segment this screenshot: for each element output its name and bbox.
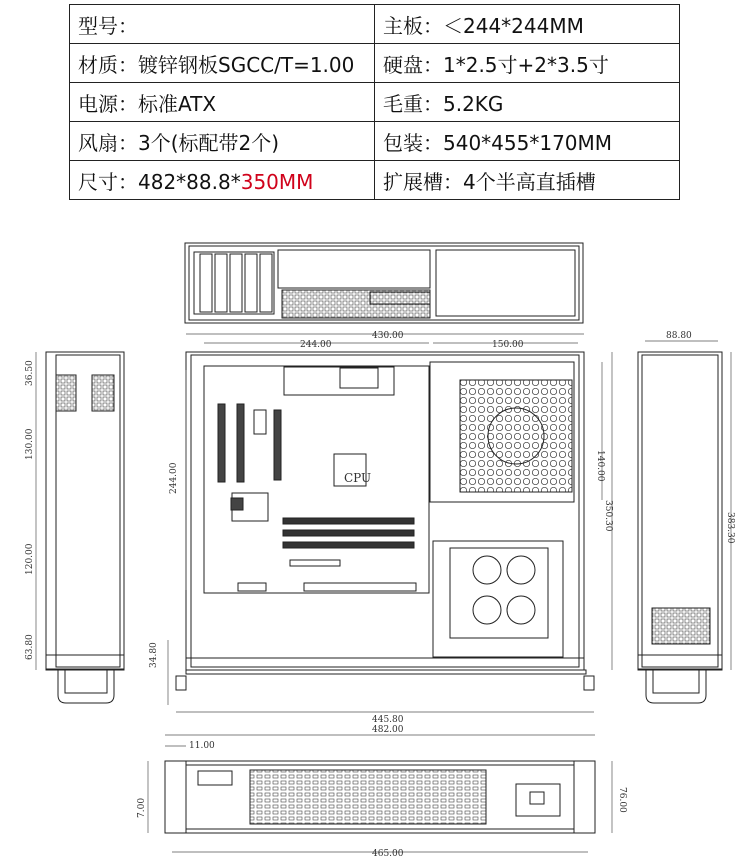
- dim-left-4: 63.80: [25, 634, 35, 660]
- dim-front-ear: 11.00: [189, 741, 215, 751]
- dim-front-bottom: 465.00: [372, 849, 404, 858]
- dim-left-3: 120.00: [25, 543, 35, 575]
- dim-front-height: 76.00: [617, 787, 627, 813]
- top-view: [176, 352, 594, 690]
- spec-package: 包装：540*455*170MM: [375, 122, 680, 161]
- front-vents: [250, 770, 486, 824]
- front-view: [165, 761, 595, 833]
- spec-size-highlight: 350MM: [240, 169, 314, 194]
- spec-material: 材质：镀锌钢板SGCC/T=1.00: [70, 44, 375, 83]
- spec-model: 型号：: [70, 5, 375, 44]
- rear-view: [185, 243, 583, 323]
- dim-mb-depth: 244.00: [169, 462, 179, 494]
- fan-grille: [460, 380, 572, 492]
- dim-left-2: 130.00: [25, 428, 35, 460]
- dim-front-small: 7.00: [137, 797, 147, 818]
- cpu-label: CPU: [344, 471, 372, 485]
- dim-front-total: 482.00: [372, 725, 404, 735]
- right-side-view: [638, 352, 722, 703]
- dim-right-depth: 383.30: [725, 512, 735, 544]
- spec-size-prefix: 尺寸：482*88.8*: [78, 169, 241, 194]
- dim-psu-width: 150.00: [492, 340, 524, 350]
- dim-top-width: 430.00: [372, 331, 404, 341]
- spec-fan: 风扇：3个(标配带2个): [70, 122, 375, 161]
- dim-handle: 34.80: [149, 642, 159, 668]
- spec-slots: 扩展槽：4个半高直插槽: [375, 161, 680, 200]
- spec-hdd: 硬盘：1*2.5寸+2*3.5寸: [375, 44, 680, 83]
- spec-power: 电源：标准ATX: [70, 83, 375, 122]
- dim-left-1: 36.50: [25, 360, 35, 386]
- spec-weight: 毛重：5.2KG: [375, 83, 680, 122]
- dim-body-width: 445.80: [372, 715, 404, 725]
- dim-right-width: 88.80: [666, 331, 692, 341]
- left-side-view: [46, 352, 124, 703]
- dim-mb-width: 244.00: [300, 340, 332, 350]
- dim-psu-depth: 140.00: [595, 450, 605, 482]
- dim-inner-depth: 350.30: [603, 500, 613, 532]
- spec-motherboard: 主板：＜244*244MM: [375, 5, 680, 44]
